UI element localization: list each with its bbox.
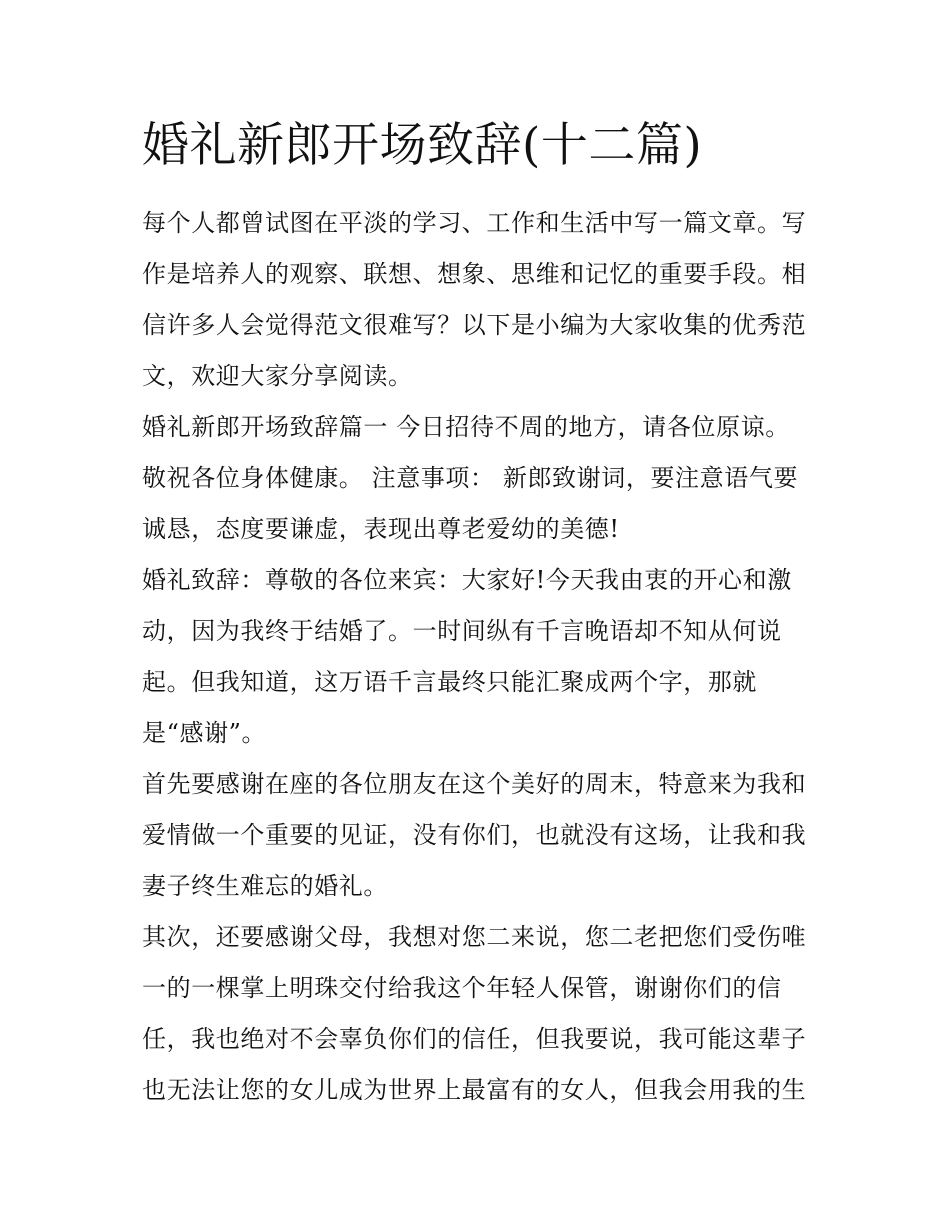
text-line: 一的一棵掌上明珠交付给我这个年轻人保管，谢谢你们的信 [142,974,782,1002]
text-line: 首先要感谢在座的各位朋友在这个美好的周末，特意来为我和 [142,770,807,798]
text-line: 其次，还要感谢父母，我想对您二来说，您二老把您们受伤唯 [142,923,807,951]
text-line: 动，因为我终于结婚了。一时间纵有千言晚语却不知从何说 [142,617,782,645]
text-line: 爱情做一个重要的见证，没有你们，也就没有这场，让我和我 [142,821,807,849]
text-line: 婚礼致辞：尊敬的各位来宾：大家好!今天我由衷的开心和激 [142,566,792,594]
text-line: 诚恳，态度要谦虚，表现出尊老爱幼的美德! [142,515,620,543]
text-line: 作是培养人的观察、联想、想象、思维和记忆的重要手段。相 [142,260,807,288]
document-body [142,198,822,1116]
text-line: 敬祝各位身体健康。 注意事项： 新郎致谢词，要注意语气要 [142,464,799,492]
text-line: 文，欢迎大家分享阅读。 [142,362,413,390]
text-line: 任，我也绝对不会辜负你们的信任，但我要说，我可能这辈子 [142,1025,807,1053]
text-line: 婚礼新郎开场致辞篇一 今日招待不周的地方，请各位原谅。 [142,413,790,441]
document-title: 婚礼新郎开场致辞(十二篇) [142,118,703,173]
text-line: 也无法让您的女儿成为世界上最富有的女人，但我会用我的生 [142,1076,807,1104]
text-line: 每个人都曾试图在平淡的学习、工作和生活中写一篇文章。写 [142,209,807,237]
text-line: 起。但我知道，这万语千言最终只能汇聚成两个字，那就 [142,668,757,696]
text-line: 妻子终生难忘的婚礼。 [142,872,388,900]
text-line: 是“感谢”。 [142,719,267,747]
text-line: 信许多人会觉得范文很难写？以下是小编为大家收集的优秀范 [142,311,807,339]
